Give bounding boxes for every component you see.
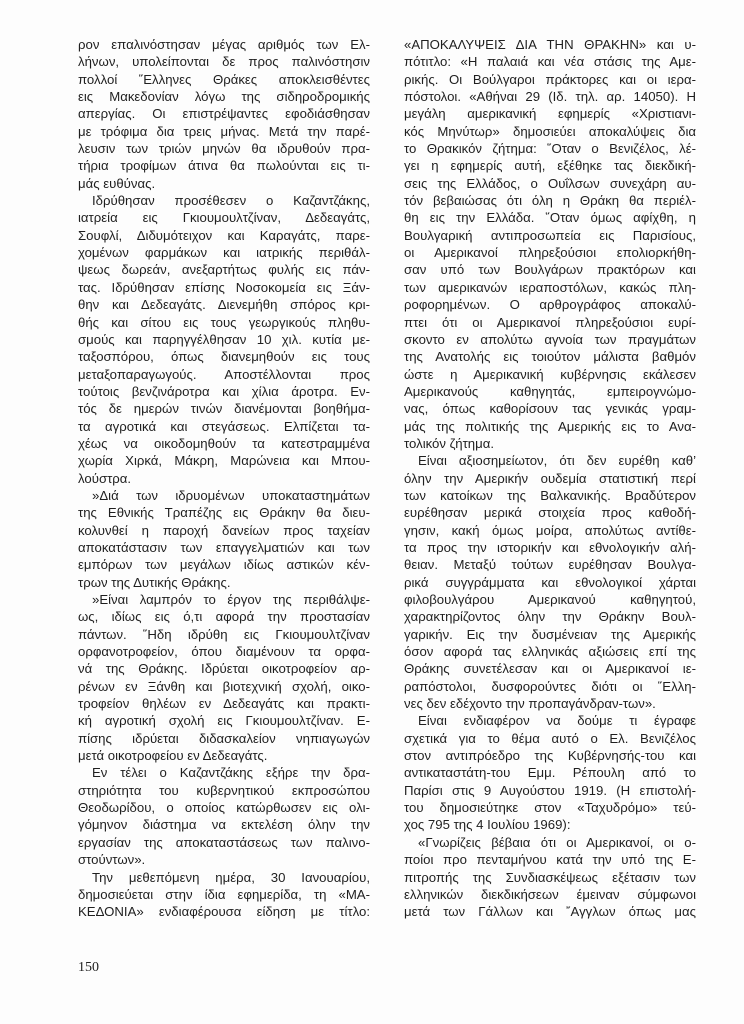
text-line: μάς ευθύνας. xyxy=(78,175,156,191)
text-line: ελληνικών διεκδικήσεων έμειναν σύμφωνοι xyxy=(404,886,696,902)
text-line: εμπόρων των μεγάλων ιδίως αστικών κέν- xyxy=(78,557,370,573)
text-line: πτει ότι οι Αμερικανοί πληρεξούσιοι ευρί- xyxy=(404,314,696,330)
text-line: νά της Θράκης. Ιδρύεται οικοτροφείον αρ- xyxy=(78,661,370,677)
text-line: χομένων φαρμάκων και ιατρικής περιθάλ- xyxy=(78,245,370,261)
text-line: Αμερικανούς καθηγητάς, εμπειρογνώμο- xyxy=(404,383,696,399)
text-line: τα αγροτικά και στεγάσεως. Ελπίζεται τα- xyxy=(78,418,370,434)
text-line: ως, ιδίως εις ό,τι αφορά την προστασίαν xyxy=(78,609,370,625)
text-line: με τρόφιμα δια τρεις μήνας. Μετά την παρέ- xyxy=(78,123,370,139)
text-line: τα προς την ιστορικήν και εθνολογικήν αλή- xyxy=(404,539,696,555)
right-text-column xyxy=(404,36,696,921)
text-line: δημοσιεύεται στην ίδια εφημερίδα, τη «ΜΑ- xyxy=(78,886,370,902)
text-line: στούντων». xyxy=(78,852,146,868)
text-line: του δημοσιεύτηκε στον «Ταχυδρόμο» τεύ- xyxy=(404,800,696,816)
text-line: εργασίαν της αποκαταστάσεως των παλινο- xyxy=(78,834,370,850)
text-line: ΚΕΔΟΝΙΑ» ενδιαφέρουσα είδηση με τίτλο: xyxy=(78,904,370,920)
text-line: πιτροπής της Συνδιασκέψεως εξέτασιν των xyxy=(404,869,696,885)
text-line: γαρικήν. Εις την δυσμένειαν της Αμερικής xyxy=(404,626,696,642)
text-line: τός δε ημερών τινών διανέμονται βοηθήμα- xyxy=(78,401,370,417)
text-line: Βουλγαρική αντιπροσωπεία εις Παρισίους, xyxy=(404,227,696,243)
left-text-column xyxy=(78,36,370,921)
text-line: τόν βεβαιώσας ότι όλη η Θράκη θα περιέλ- xyxy=(404,193,696,209)
text-line: κή αγροτική σχολή εις Γκιουμουλτζίναν. Ε- xyxy=(78,713,370,729)
text-line: μετά οικοτροφείου εν Δεδεαγάτς. xyxy=(78,748,268,764)
text-line: σεις της Ελλάδος, ο Ουΐλσων συνεχάρη αυ- xyxy=(404,175,696,191)
text-line: γει η εφημερίς αυτή, εξέθηκε τας διεκδική- xyxy=(404,158,696,174)
text-line: οι Αμερικανοί πληρεξούσιοι επολιορκήθη- xyxy=(404,245,696,261)
text-line: φιλοβουλγάρου Αμερικανού καθηγητού, xyxy=(404,592,696,607)
text-line: ρικά συγγράμματα και εθνολογικοί χάρται xyxy=(404,574,696,590)
text-line: απεργίας. Οι επιστρέψαντες εφοδιάσθησαν xyxy=(78,106,370,122)
text-line: πίσης ιδρύεται διδασκαλείον νηπιαγωγών xyxy=(78,730,370,746)
text-line: χωρία Χιρκά, Μάκρη, Μαρώνεια και Μπου- xyxy=(78,453,370,469)
text-line: κός Μηνύτωρ» δημοσιεύει αποκαλύψεις δια xyxy=(404,123,696,139)
text-line: κολυνθεί η παροχή δανείων προς ταχείαν xyxy=(78,522,370,538)
text-line: ρον επαλινόστησαν μέγας αριθμός των Ελ- xyxy=(78,37,370,52)
text-line: λήνων, υπολείπονται δε προς παλινόστησιν xyxy=(78,54,370,70)
text-line: θειαν. Μεταξύ τούτων ευρέθησαν Βουλγα- xyxy=(404,557,696,573)
text-line: «ΑΠΟΚΑΛΥΨΕΙΣ ΔΙΑ ΤΗΝ ΘΡΑΚΗΝ» και υ- xyxy=(404,37,696,52)
text-line: Σουφλί, Διδυμότειχον και Καραγάτς, παρε- xyxy=(78,227,370,243)
text-line: σχετικά για το θέμα αυτό ο Ελ. Βενιζέλος xyxy=(404,730,696,746)
text-line: Θράκης συνετέλεσαν και οι Αμερικανοί ιε- xyxy=(404,661,696,677)
text-line: σμούς και παρηγγέλθησαν 10 χιλ. κυτία με- xyxy=(78,331,370,347)
text-line: ραπόστολοι, δυσφορούντες διότι οι ῞Ελλη- xyxy=(404,678,696,694)
text-line: λευσιν των τριών μηνών θα ιδρυθούν πρα- xyxy=(78,141,370,157)
text-line: της Εθνικής Τραπέζης εις Θράκην θα διευ- xyxy=(78,505,370,521)
text-line: των αμερικανών ιεραποστόλων, κακώς πλη- xyxy=(404,279,696,295)
text-line: στον αντιπρόεδρο της Κυβέρνησής-του και xyxy=(404,748,696,764)
text-line: ευρέθησαν μερικά στοιχεία προς καθοδή- xyxy=(404,505,696,521)
text-line: Είναι αξιοσημείωτον, ότι δεν ευρέθη καθ’ xyxy=(418,453,696,469)
text-line: γησιν, κακή όμως μοίρα, απολύτως αντίθε- xyxy=(404,522,696,538)
text-line: μάς της πολιτικής της Αμερικής εις το Ανα- xyxy=(404,418,696,434)
text-line: των κατοίκων της Βαλκανικής. Βραδύτερον xyxy=(404,487,696,503)
text-line: ψεως δωρεάν, ανεξαρτήτως φυλής εις πάν- xyxy=(78,262,370,278)
text-line: ρικής. Οι Βούλγαροι πράκτορες και οι ιερα- xyxy=(404,71,696,87)
text-line: τροφείον θηλέων εν Δεδεαγάτς και πρακτι- xyxy=(78,696,370,712)
text-line: ιατρεία εις Γκιουμουλτζίναν, Δεδεαγάτς, xyxy=(78,210,370,226)
text-line: Θεοδωρίδου, ο οποίος κατώρθωσεν εις ολι- xyxy=(78,800,370,816)
text-line: Ιδρύθησαν προσέθεσεν ο Καζαντζάκης, xyxy=(92,193,370,209)
text-line: θην και Δεδεαγάτς. Διενεμήθη σπόρος κρι- xyxy=(78,297,370,313)
text-line: πάντων. ῞Ηδη ιδρύθη εις Γκιουμουλτζίναν xyxy=(78,626,370,642)
text-line: Παρίσι στις 9 Αυγούστου 1919. (Η επιστολή- xyxy=(404,782,696,798)
text-line: όσον αφορά τας ελληνικάς αξιώσεις επί της xyxy=(404,644,696,660)
text-line: πότιτλο: «Η παλαιά και νέα στάσις της Αμε- xyxy=(404,54,696,70)
text-line: ταξοσπόρου, όπως διανεμηθούν εις τους xyxy=(78,349,370,365)
text-line: πολλοί ῞Ελληνες Θράκες αποκλεισθέντες xyxy=(78,71,370,87)
text-line: Εν τέλει ο Καζαντζάκης εξήρε την δρα- xyxy=(92,765,370,781)
text-line: αντικαταστάτη-του Εμμ. Ρέπουλη από το xyxy=(404,765,696,781)
text-line: θής και σίτου εις τους γεωργικούς πληθυ- xyxy=(78,314,370,330)
text-line: Την μεθεπόμενη ημέρα, 30 Ιανουαρίου, xyxy=(92,869,370,885)
text-line: τούτοις βενζινάροτρα και χίλια άροτρα. Εν- xyxy=(78,383,370,399)
text-line: εις Μακεδονίαν λόγω της σιδηροδρομικής xyxy=(78,89,370,105)
text-line: Είναι ενδιαφέρον να δούμε τι έγραφε xyxy=(418,713,696,729)
text-line: σαν υπό των Βουλγάρων πρακτόρων και xyxy=(404,262,696,278)
text-line: «Γνωρίζεις βέβαια ότι οι Αμερικανοί, οι ο- xyxy=(418,834,696,850)
text-line: νας, όπως καθορίσουν τας γενικάς γραμ- xyxy=(404,401,696,417)
text-line: λούστρα. xyxy=(78,470,132,486)
text-line: τας. Ιδρύθησαν επίσης Νοσοκομεία εις Ξάν- xyxy=(78,279,370,295)
text-line: χαρακτηρίζοντος όλην την Θράκην Βουλ- xyxy=(404,609,696,625)
text-line: σκοντο εν απολύτω αγνοία των πραγμάτων xyxy=(404,331,696,347)
text-line: πόστολοι. «Αθήναι 29 (Ιδ. τηλ. αρ. 14050). Η xyxy=(404,89,696,105)
text-line: ορφανοτροφείον, όπου διαμένουν τα ορφα- xyxy=(78,644,370,660)
text-line: ροφορημένων. Ο αρθρογράφος αποκαλύ- xyxy=(404,297,696,313)
page-number: 150 xyxy=(78,960,99,975)
text-line: χος 795 της 4 Ιουλίου 1969): xyxy=(404,817,571,833)
text-line: το Θρακικόν ζήτημα: ῞Οταν ο Βενιζέλος, λέ- xyxy=(404,141,696,157)
text-line: μεταξοπαραγωγούς. Αποστέλλονται προς xyxy=(78,366,370,382)
text-line: τήρια τροφίμων άτινα θα πωλούνται εις τι- xyxy=(78,158,370,174)
text-line: νες δεν εδέχοντο την προπαγάνδραν-των». xyxy=(404,696,656,712)
text-line: ποίοι προ πενταμήνου κατά την υπό της Ε- xyxy=(404,852,696,868)
text-line: τρων της Δυτικής Θράκης. xyxy=(78,574,231,590)
text-line: όλην την Αμερικήν ουδεμία στατιστική περί xyxy=(404,470,696,486)
text-line: γόμηνον διάστημα να εκτελέση όλην την xyxy=(78,817,370,833)
text-line: στηριότητα του κυβερνητικού εκπροσώπου xyxy=(78,782,370,798)
text-line: της Ανατολής εις τοιούτον μάλιστα βαθμόν xyxy=(404,349,696,365)
text-line: μετά των Γάλλων και ῎Αγγλων όπως μας xyxy=(404,904,696,920)
text-line: μεγάλη αμερικανική εφημερίς «Χριστιανι- xyxy=(404,106,696,122)
text-line: ρένων εν Ξάνθη και βιοτεχνική σχολή, οικο- xyxy=(78,678,370,694)
text-line: θη εις την Ελλάδα. ῞Οταν όμως αφίχθη, η xyxy=(404,210,696,226)
text-line: αποκατάστασιν των επαγγελματιών και των xyxy=(78,539,370,555)
text-line: ώστε η Αμερικανική κυβέρνησις εκάλεσεν xyxy=(404,366,696,382)
text-line: »Είναι λαμπρόν το έργον της περιθάλψε- xyxy=(92,592,370,607)
text-line: χέως να οικοδομηθούν τα κατεστραμμένα xyxy=(78,435,370,451)
text-line: »Διά των ιδρυομένων υποκαταστημάτων xyxy=(92,487,370,503)
text-line: τολικόν ζήτημα. xyxy=(404,435,494,451)
